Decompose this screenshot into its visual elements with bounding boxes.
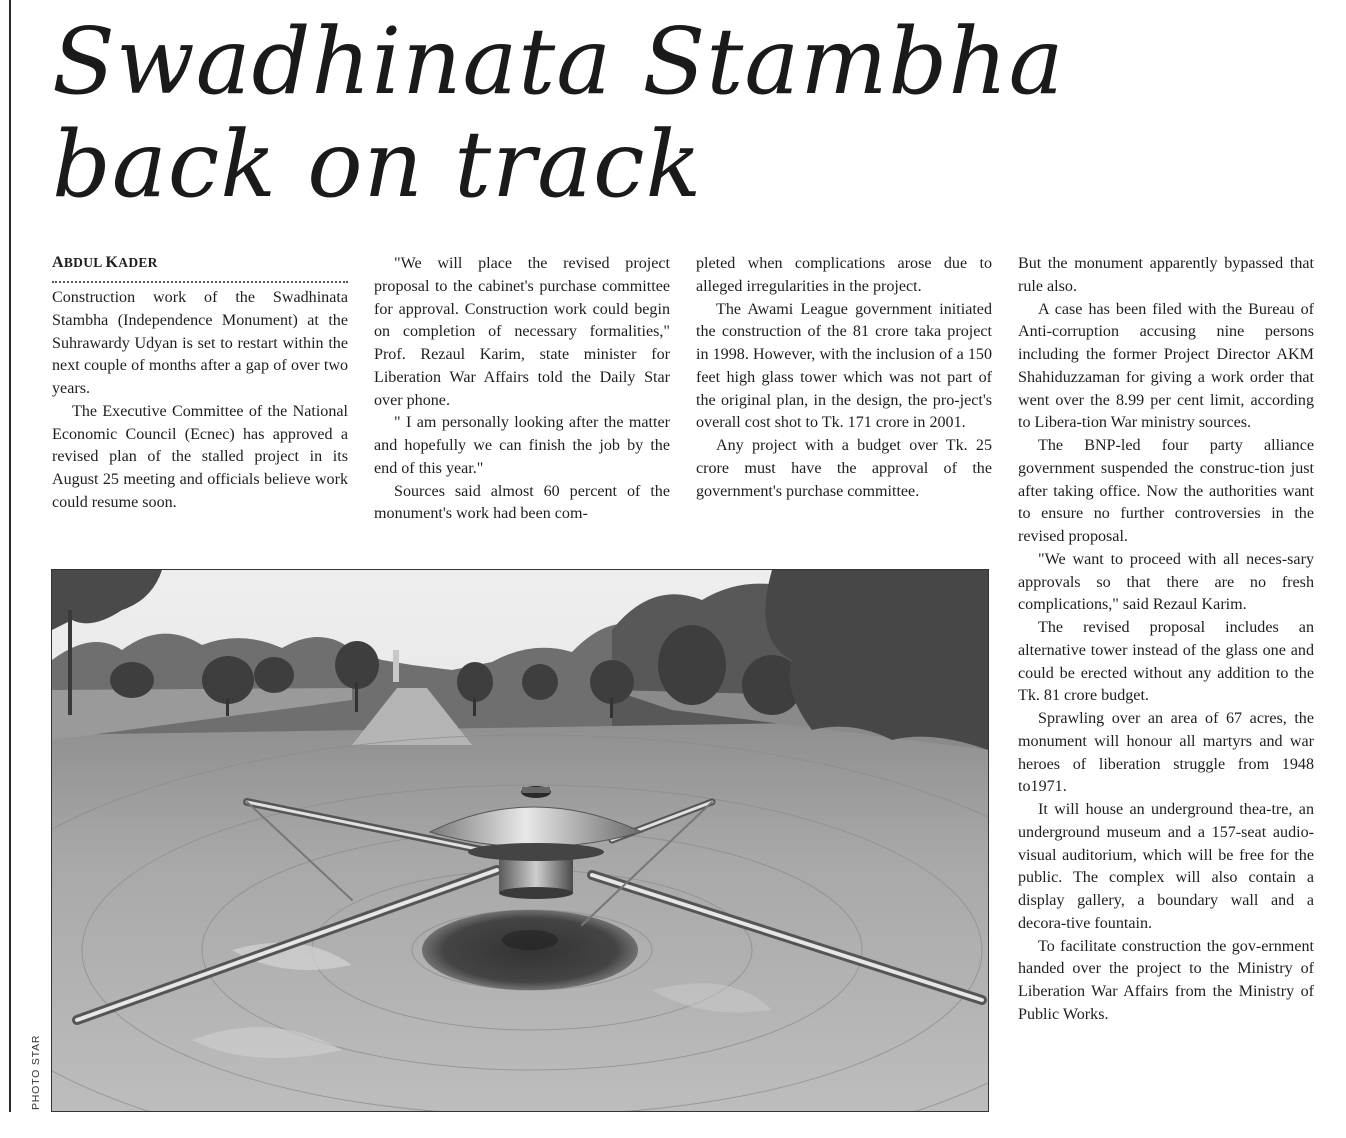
paragraph: Sprawling over an area of 67 acres, the monument will honour all martyrs and war heroes of liberation struggle from 1948 to1971. bbox=[1018, 710, 1314, 796]
paragraph: The BNP-led four party alliance government suspended the construc-tion just after taking office. Now the authorities want to ensure no further controversies in the revised proposal. bbox=[1018, 437, 1314, 545]
paragraph: But the monument apparently bypassed that rule also. bbox=[1018, 255, 1314, 295]
article-column-4 bbox=[1018, 253, 1314, 1027]
headline-line-1: Swadhinata Stambha bbox=[52, 8, 1065, 115]
paragraph: "We will place the revised project proposal to the cabinet's purchase committee for approval. Construction work could begin on completion of necessary formalities," Prof. Rezaul Karim, state minister for Liberation War Affairs told the Daily Star over phone. bbox=[374, 255, 670, 409]
page-left-rule bbox=[9, 0, 11, 1112]
paragraph: Any project with a budget over Tk. 25 crore must have the approval of the government's purchase committee. bbox=[696, 437, 992, 500]
paragraph: Sources said almost 60 percent of the monument's work had been com- bbox=[374, 482, 670, 523]
paragraph: pleted when complications arose due to alleged irregularities in the project. bbox=[696, 255, 992, 295]
paragraph: It will house an underground thea-tre, an underground museum and a 157-seat audio-visual auditorium, which will be free for the public. The complex will also contain a display gallery, a boundary wall and a decora-tive fountain. bbox=[1018, 801, 1314, 932]
article-column-2 bbox=[374, 253, 670, 526]
paragraph: A case has been filed with the Bureau of Anti-corruption accusing nine persons including the former Project Director AKM Shahiduzzaman for giving a work order that went over the 8.99 per cent limit, according to Libera-tion War ministry sources. bbox=[1018, 300, 1314, 432]
article-column-3 bbox=[696, 253, 992, 503]
paragraph: The Awami League government initiated the construction of the 81 crore taka project in 1998. However, with the inclusion of a 150 feet high glass tower which was not part of the original plan, in the design, the pro-ject's overall cost shot to Tk. 171 crore in 2001. bbox=[696, 300, 992, 432]
paragraph: To facilitate construction the gov-ernment handed over the project to the Ministry of Liberation War Affairs from the Ministry of Public Works. bbox=[1018, 937, 1314, 1023]
headline bbox=[52, 10, 1332, 216]
article-column-1 bbox=[52, 253, 348, 515]
photo-credit: PHOTO STAR bbox=[30, 1034, 42, 1110]
monument-photo bbox=[51, 569, 989, 1112]
paragraph: Construction work of the Swadhinata Stambha (Independence Monument) at the Suhrawardy Udyan is set to restart within the next couple of months after a gap of over two years. bbox=[52, 289, 348, 397]
paragraph: The Executive Committee of the National Economic Council (Ecnec) has approved a revised plan of the stalled project in its August 25 meeting and officials believe work could resume soon. bbox=[52, 402, 348, 511]
paragraph: " I am personally looking after the matter and hopefully we can finish the job by the end of this year." bbox=[374, 414, 670, 477]
byline-dotted-rule bbox=[52, 281, 348, 283]
paragraph: "We want to proceed with all neces-sary approvals so that there are no fresh complications," said Rezaul Karim. bbox=[1018, 550, 1314, 614]
byline: ABDUL KADER bbox=[52, 254, 158, 271]
paragraph: The revised proposal includes an alternative tower instead of the glass one and could be erected without any addition to the Tk. 81 crore budget. bbox=[1018, 619, 1314, 705]
headline-line-2: back on track bbox=[52, 111, 703, 218]
